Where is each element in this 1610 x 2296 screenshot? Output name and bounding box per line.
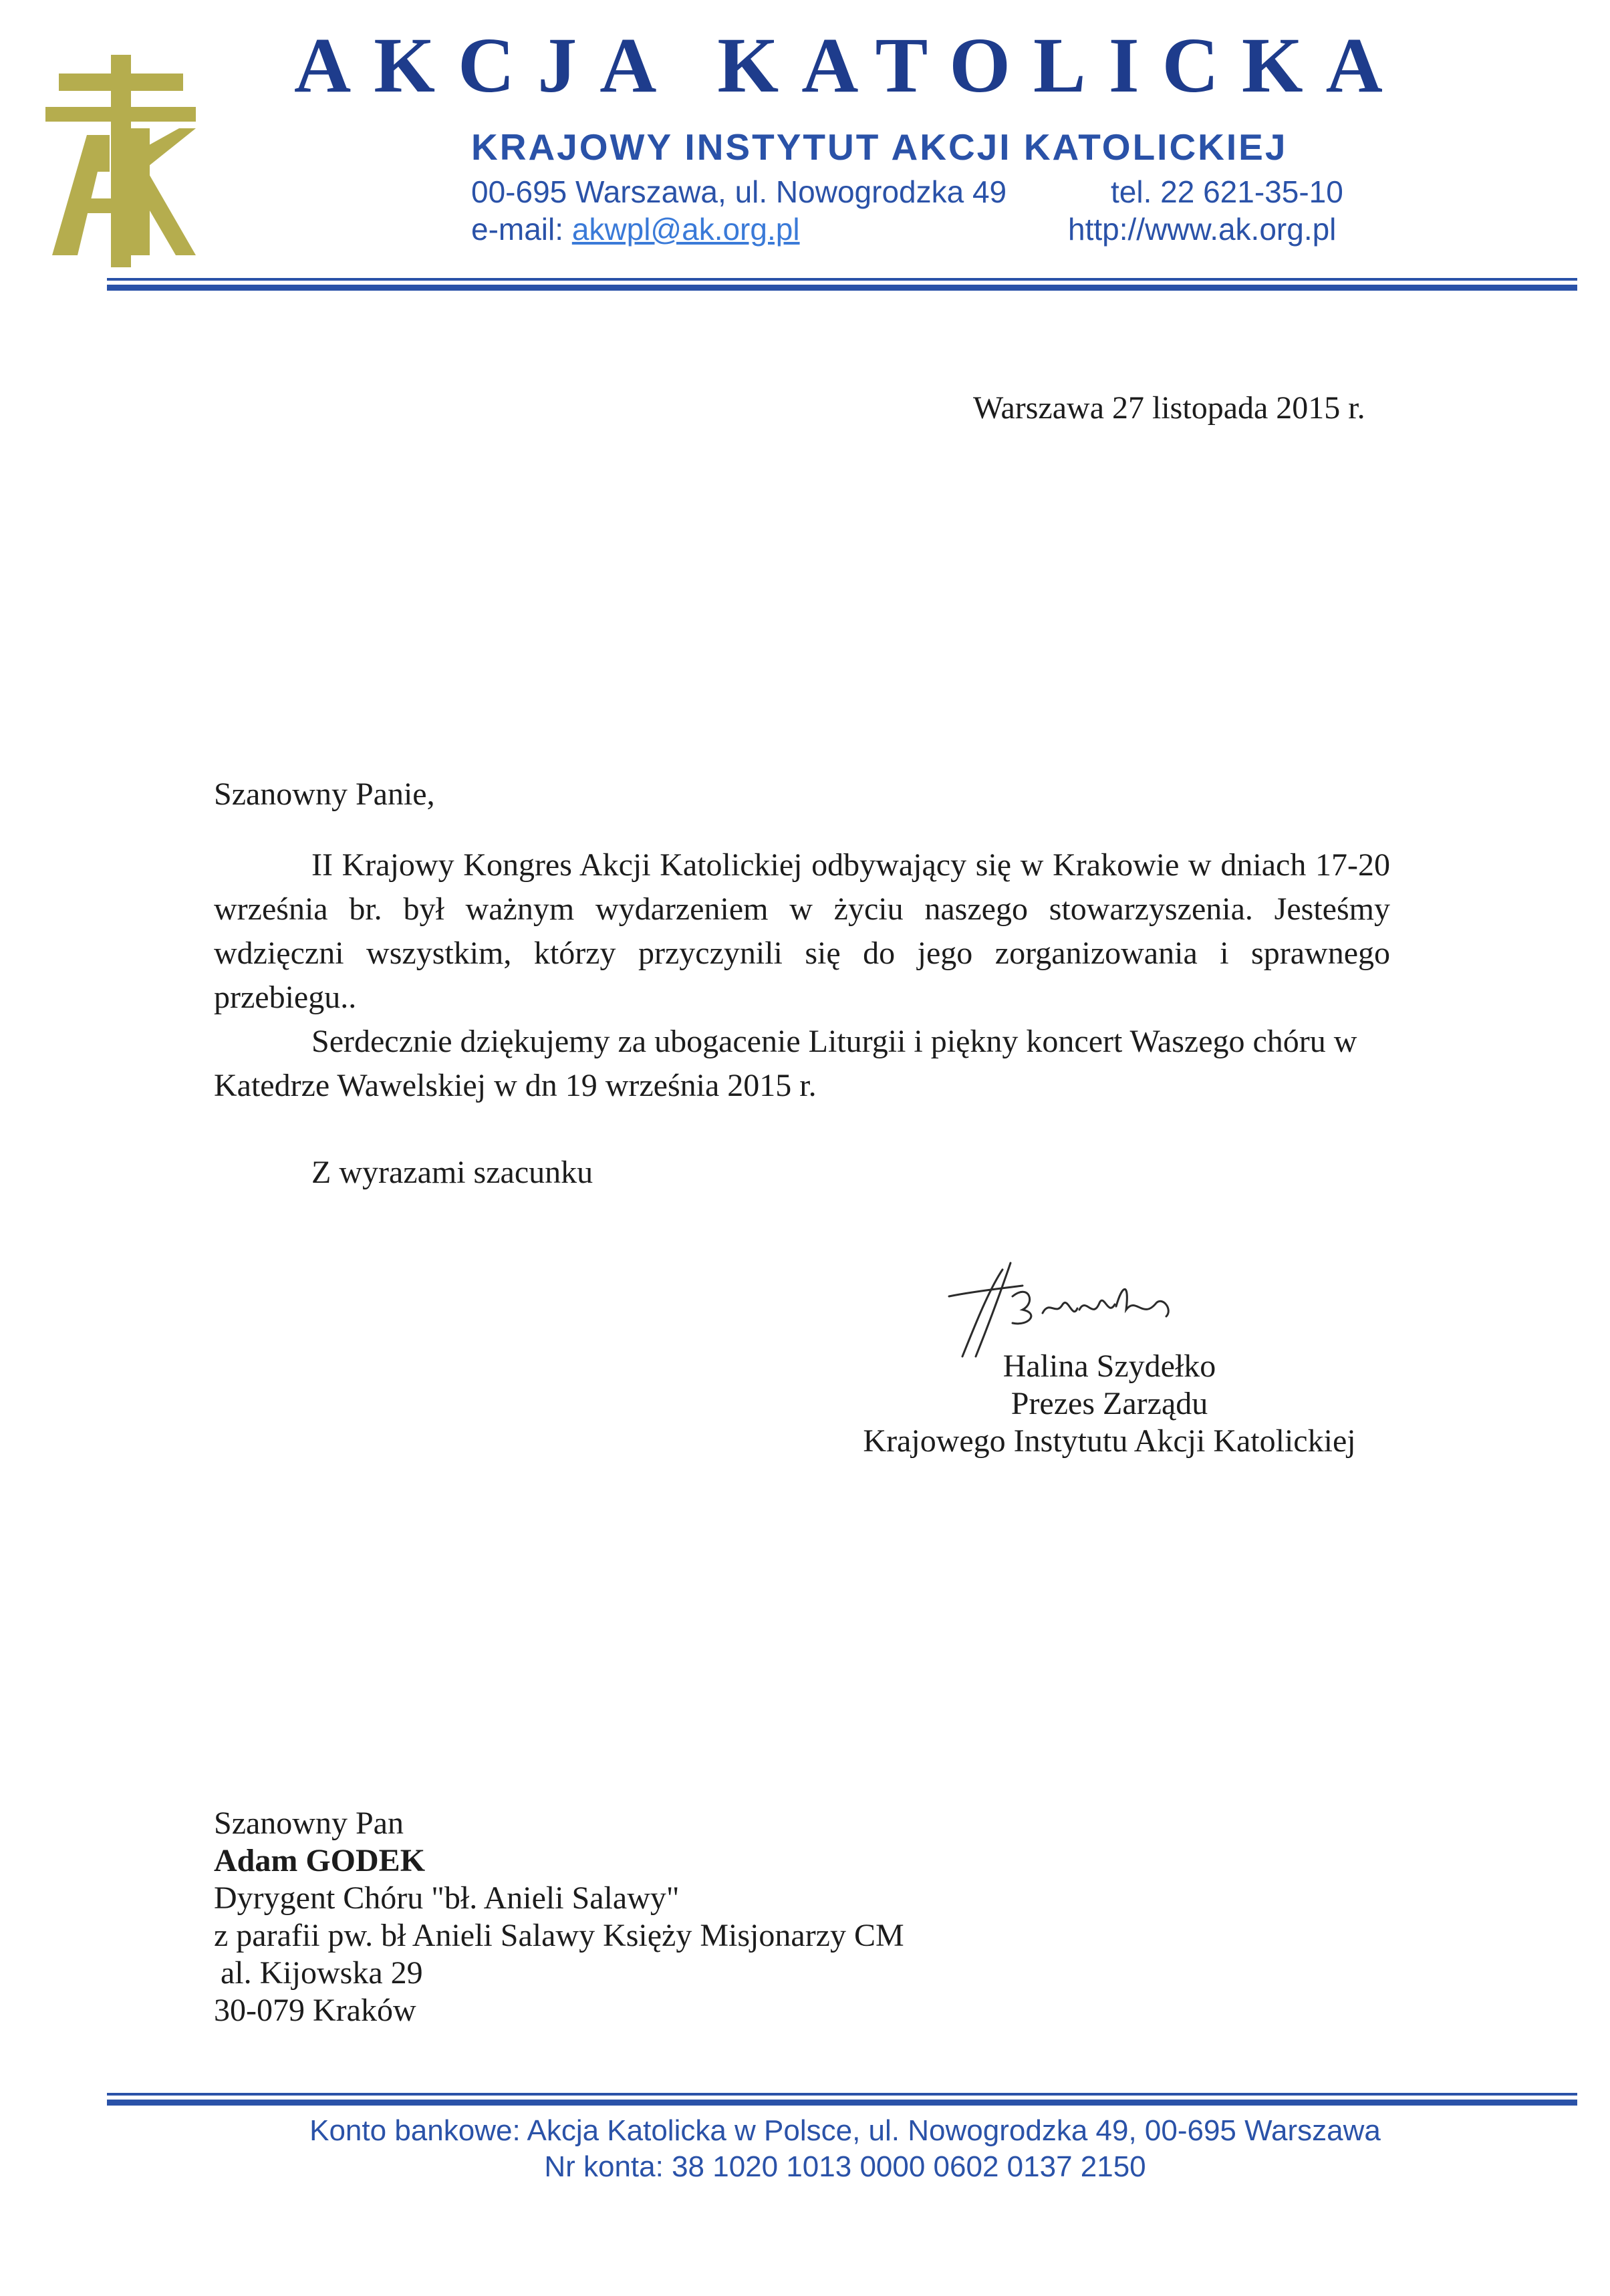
header-divider-thick — [107, 285, 1577, 291]
signer-name: Halina Szydełko — [1002, 1348, 1216, 1384]
email-link[interactable]: akwpl@ak.org.pl — [571, 212, 800, 247]
paragraph-1: II Krajowy Kongres Akcji Katolickiej odbywający się w Krakowie w dniach 17-20 września br. był ważnym wydarzeniem w życiu naszego stowarzyszenia. Jesteśmy wdzięczni wszystkim, którzy przyczynili się do jego zorganizowania i sprawnego przebiegu.. — [214, 847, 1390, 1015]
email-row — [471, 211, 800, 247]
header-divider-thin — [107, 278, 1577, 281]
recipient-parish: z parafii pw. bł Anieli Salawy Księży Misjonarzy CM — [214, 1918, 904, 1953]
phone: tel. 22 621-35-10 — [1111, 174, 1343, 209]
organization-title: AKCJA KATOLICKA — [294, 21, 1405, 109]
bank-account-info: Konto bankowe: Akcja Katolicka w Polsce, ul. Nowogrodzka 49, 00-695 Warszawa — [309, 2114, 1381, 2147]
signer-role: Prezes Zarządu — [1011, 1386, 1208, 1421]
paragraph-2: Serdecznie dziękujemy za ubogacenie Liturgii i piękny koncert Waszego chóru w Katedrze Wawelskiej w dn 19 września 2015 r. — [214, 1024, 1357, 1103]
recipient-greeting: Szanowny Pan — [214, 1806, 404, 1841]
letter-date: Warszawa 27 listopada 2015 r. — [973, 390, 1365, 426]
account-number: Nr konta: 38 1020 1013 0000 0602 0137 2150 — [544, 2150, 1146, 2183]
email-label: e-mail: — [471, 212, 572, 247]
recipient-street: al. Kijowska 29 — [221, 1955, 423, 1991]
footer-divider-thick — [107, 2100, 1577, 2106]
recipient-city: 30-079 Kraków — [214, 1993, 416, 2028]
address: 00-695 Warszawa, ul. Nowogrodzka 49 — [471, 174, 1007, 209]
signer-organization: Krajowego Instytutu Akcji Katolickiej — [863, 1423, 1356, 1459]
closing: Z wyrazami szacunku — [311, 1155, 593, 1190]
ak-cross-logo-icon — [45, 55, 196, 267]
recipient-title: Dyrygent Chóru "bł. Anieli Salawy" — [214, 1880, 680, 1916]
website-link[interactable]: http://www.ak.org.pl — [1068, 212, 1337, 247]
footer-divider-thin — [107, 2093, 1577, 2096]
institute-name: KRAJOWY INSTYTUT AKCJI KATOLICKIEJ — [471, 126, 1288, 168]
recipient-name: Adam GODEK — [214, 1843, 426, 1878]
salutation: Szanowny Panie, — [214, 776, 435, 812]
